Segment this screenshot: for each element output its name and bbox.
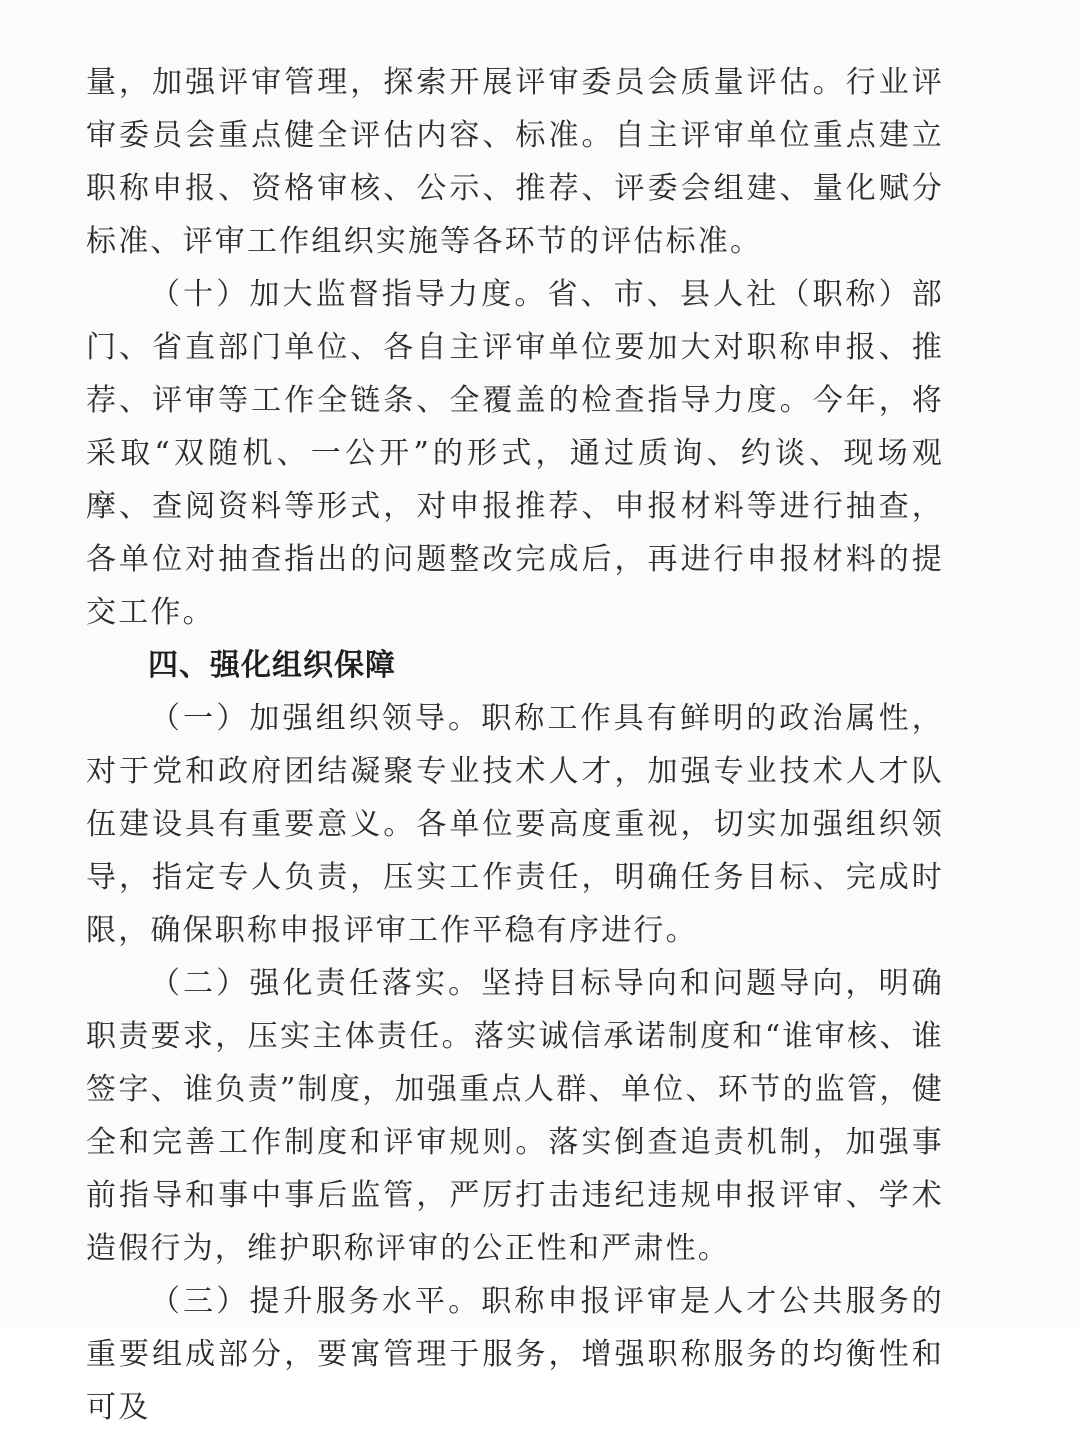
document-body xyxy=(86,56,944,1434)
section-heading: 四、强化组织保障 xyxy=(148,648,396,683)
paragraph-text: 坚持目标导向和问题导向，明确职责要求，压实主体责任。落实诚信承诺制度和“谁审核、谁签字、谁负责”制度，加强重点人群、单位、环节的监管，健全和完善工作制度和评审规则。落实倒查追责机制，加强事前指导和事中事后监管，严厉打击违纪违规申报评审、学术造假行为，维护职称评审的公正性和严肃性。 xyxy=(86,966,944,1266)
paragraph-continued xyxy=(86,56,944,268)
paragraph-lead: （一）加强组织领导。 xyxy=(150,701,482,736)
paragraph-supervision xyxy=(86,268,944,639)
paragraph-organization-leadership xyxy=(86,692,944,957)
paragraph-lead: （十）加大监督指导力度。 xyxy=(150,277,548,312)
paragraph-text: 省、市、县人社（职称）部门、省直部门单位、各自主评审单位要加大对职称申报、推荐、评审等工作全链条、全覆盖的检查指导力度。今年，将采取“双随机、一公开”的形式，通过质询、约谈、现场观摩、查阅资料等形式，对申报推荐、申报材料等进行抽查，各单位对抽查指出的问题整改完成后，再进行申报材料的提交工作。 xyxy=(86,277,945,630)
paragraph-service-level xyxy=(86,1275,944,1434)
paragraph-lead: （二）强化责任落实。 xyxy=(150,966,482,1001)
paragraph-lead: （三）提升服务水平。 xyxy=(150,1284,482,1319)
paragraph-responsibility xyxy=(86,957,944,1275)
paragraph-text: 职称申报评审是人才公共服务的重要组成部分，要寓管理于服务，增强职称服务的均衡性和可及 xyxy=(86,1284,944,1425)
paragraph-text: 量，加强评审管理，探索开展评审委员会质量评估。行业评审委员会重点健全评估内容、标准。自主评审单位重点建立职称申报、资格审核、公示、推荐、评委会组建、量化赋分标准、评审工作组织实施等各环节的评估标准。 xyxy=(86,65,944,259)
paragraph-text: 职称工作具有鲜明的政治属性，对于党和政府团结凝聚专业技术人才，加强专业技术人才队伍建设具有重要意义。各单位要高度重视，切实加强组织领导，指定专人负责，压实工作责任，明确任务目标、完成时限，确保职称申报评审工作平稳有序进行。 xyxy=(86,701,944,948)
